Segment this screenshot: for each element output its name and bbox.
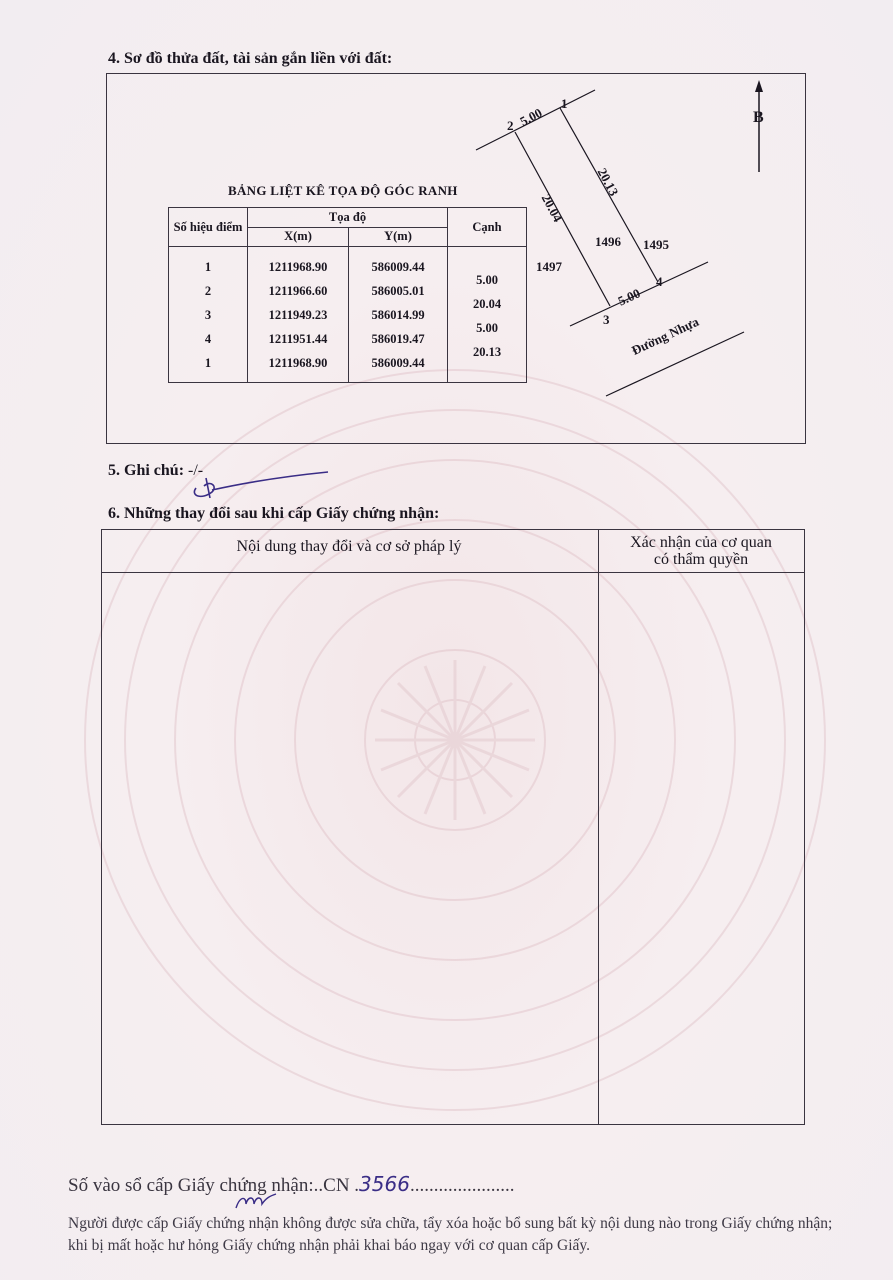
coordinate-table-title: BẢNG LIỆT KÊ TỌA ĐỘ GÓC RANH	[228, 183, 458, 198]
edge-label-right: 20.13	[594, 165, 622, 199]
y-value: 586005.01	[371, 284, 425, 298]
legal-notice: Người được cấp Giấy chứng nhận không được sửa chữa, tẩy xóa hoặc bổ sung bất kỳ nội dung nào trong Giấy chứng nhận; khi bị mất hoặc hư hỏng Giấy chứng nhận phải khai báo ngay với cơ quan cấp Giấy.	[68, 1215, 833, 1254]
edge-length: 20.04	[472, 297, 502, 311]
x-value: 1211968.90	[268, 356, 328, 370]
y-value: 586014.99	[371, 308, 425, 322]
changes-content-header: Nội dung thay đổi và cơ sở pháp lý	[236, 538, 462, 555]
changes-table	[101, 529, 805, 1125]
column-divider	[598, 530, 599, 1124]
section-5-heading: 5. Ghi chú: -/-	[108, 462, 204, 479]
road-edge-line	[606, 332, 744, 396]
x-value: 1211966.60	[268, 284, 328, 298]
parcel-label-1495: 1495	[643, 237, 669, 252]
section-4-heading: 4. Sơ đồ thửa đất, tài sản gắn liền với đất:	[108, 50, 393, 67]
road-label: Đường Nhựa	[629, 313, 702, 358]
vertex-label-3: 3	[603, 312, 610, 327]
point-id: 1	[204, 356, 212, 370]
y-value: 586009.44	[371, 260, 425, 274]
north-arrow-head-icon	[755, 80, 763, 92]
parcel-label-1496: 1496	[595, 234, 621, 249]
header-x: X(m)	[248, 227, 349, 247]
y-column	[349, 247, 448, 383]
handwritten-signature	[188, 468, 338, 502]
vertex-label-1: 1	[561, 96, 568, 111]
vertex-label-2: 2	[507, 118, 514, 133]
edge-length: 5.00	[476, 273, 498, 287]
point-id: 3	[204, 308, 212, 322]
y-value: 586019.47	[371, 332, 425, 346]
vertex-label-4: 4	[656, 274, 663, 289]
point-id: 1	[204, 260, 212, 274]
edge-label-bottom: 5.00	[615, 285, 643, 309]
point-id: 4	[204, 332, 212, 346]
north-label: B	[753, 109, 764, 126]
point-id: 2	[204, 284, 212, 298]
header-y: Y(m)	[349, 227, 448, 247]
x-value: 1211949.23	[268, 308, 328, 322]
registry-line: Số vào sổ cấp Giấy chứng nhận:..CN .3566......................	[68, 1172, 515, 1196]
x-column	[248, 247, 349, 383]
header-edge: Cạnh	[448, 208, 527, 247]
registry-number: 3566	[359, 1172, 410, 1196]
x-value: 1211968.90	[268, 260, 328, 274]
changes-confirm-header: Xác nhận của cơ quan có thẩm quyền	[630, 534, 772, 568]
parcel-sketch	[470, 80, 790, 410]
parcel-label-1497: 1497	[536, 259, 562, 274]
y-value: 586009.44	[371, 356, 425, 370]
header-coordinates: Tọa độ	[248, 208, 448, 228]
registry-prefix: CN	[323, 1175, 350, 1196]
header-point-id: Số hiệu điểm	[169, 208, 248, 247]
initials-signature	[232, 1192, 278, 1214]
edge-label-top: 5.00	[517, 104, 545, 129]
note-value: -/-	[188, 462, 204, 479]
edge-label-left: 20.04	[538, 191, 566, 225]
registry-label: Số vào sổ cấp Giấy chứng nhận:	[68, 1175, 314, 1196]
section-6-heading: 6. Những thay đổi sau khi cấp Giấy chứng nhận:	[108, 505, 440, 522]
edge-length: 5.00	[476, 321, 498, 335]
x-value: 1211951.44	[268, 332, 328, 346]
point-id-column	[169, 247, 248, 383]
edge-length: 20.13	[472, 345, 502, 359]
header-divider	[102, 572, 804, 573]
